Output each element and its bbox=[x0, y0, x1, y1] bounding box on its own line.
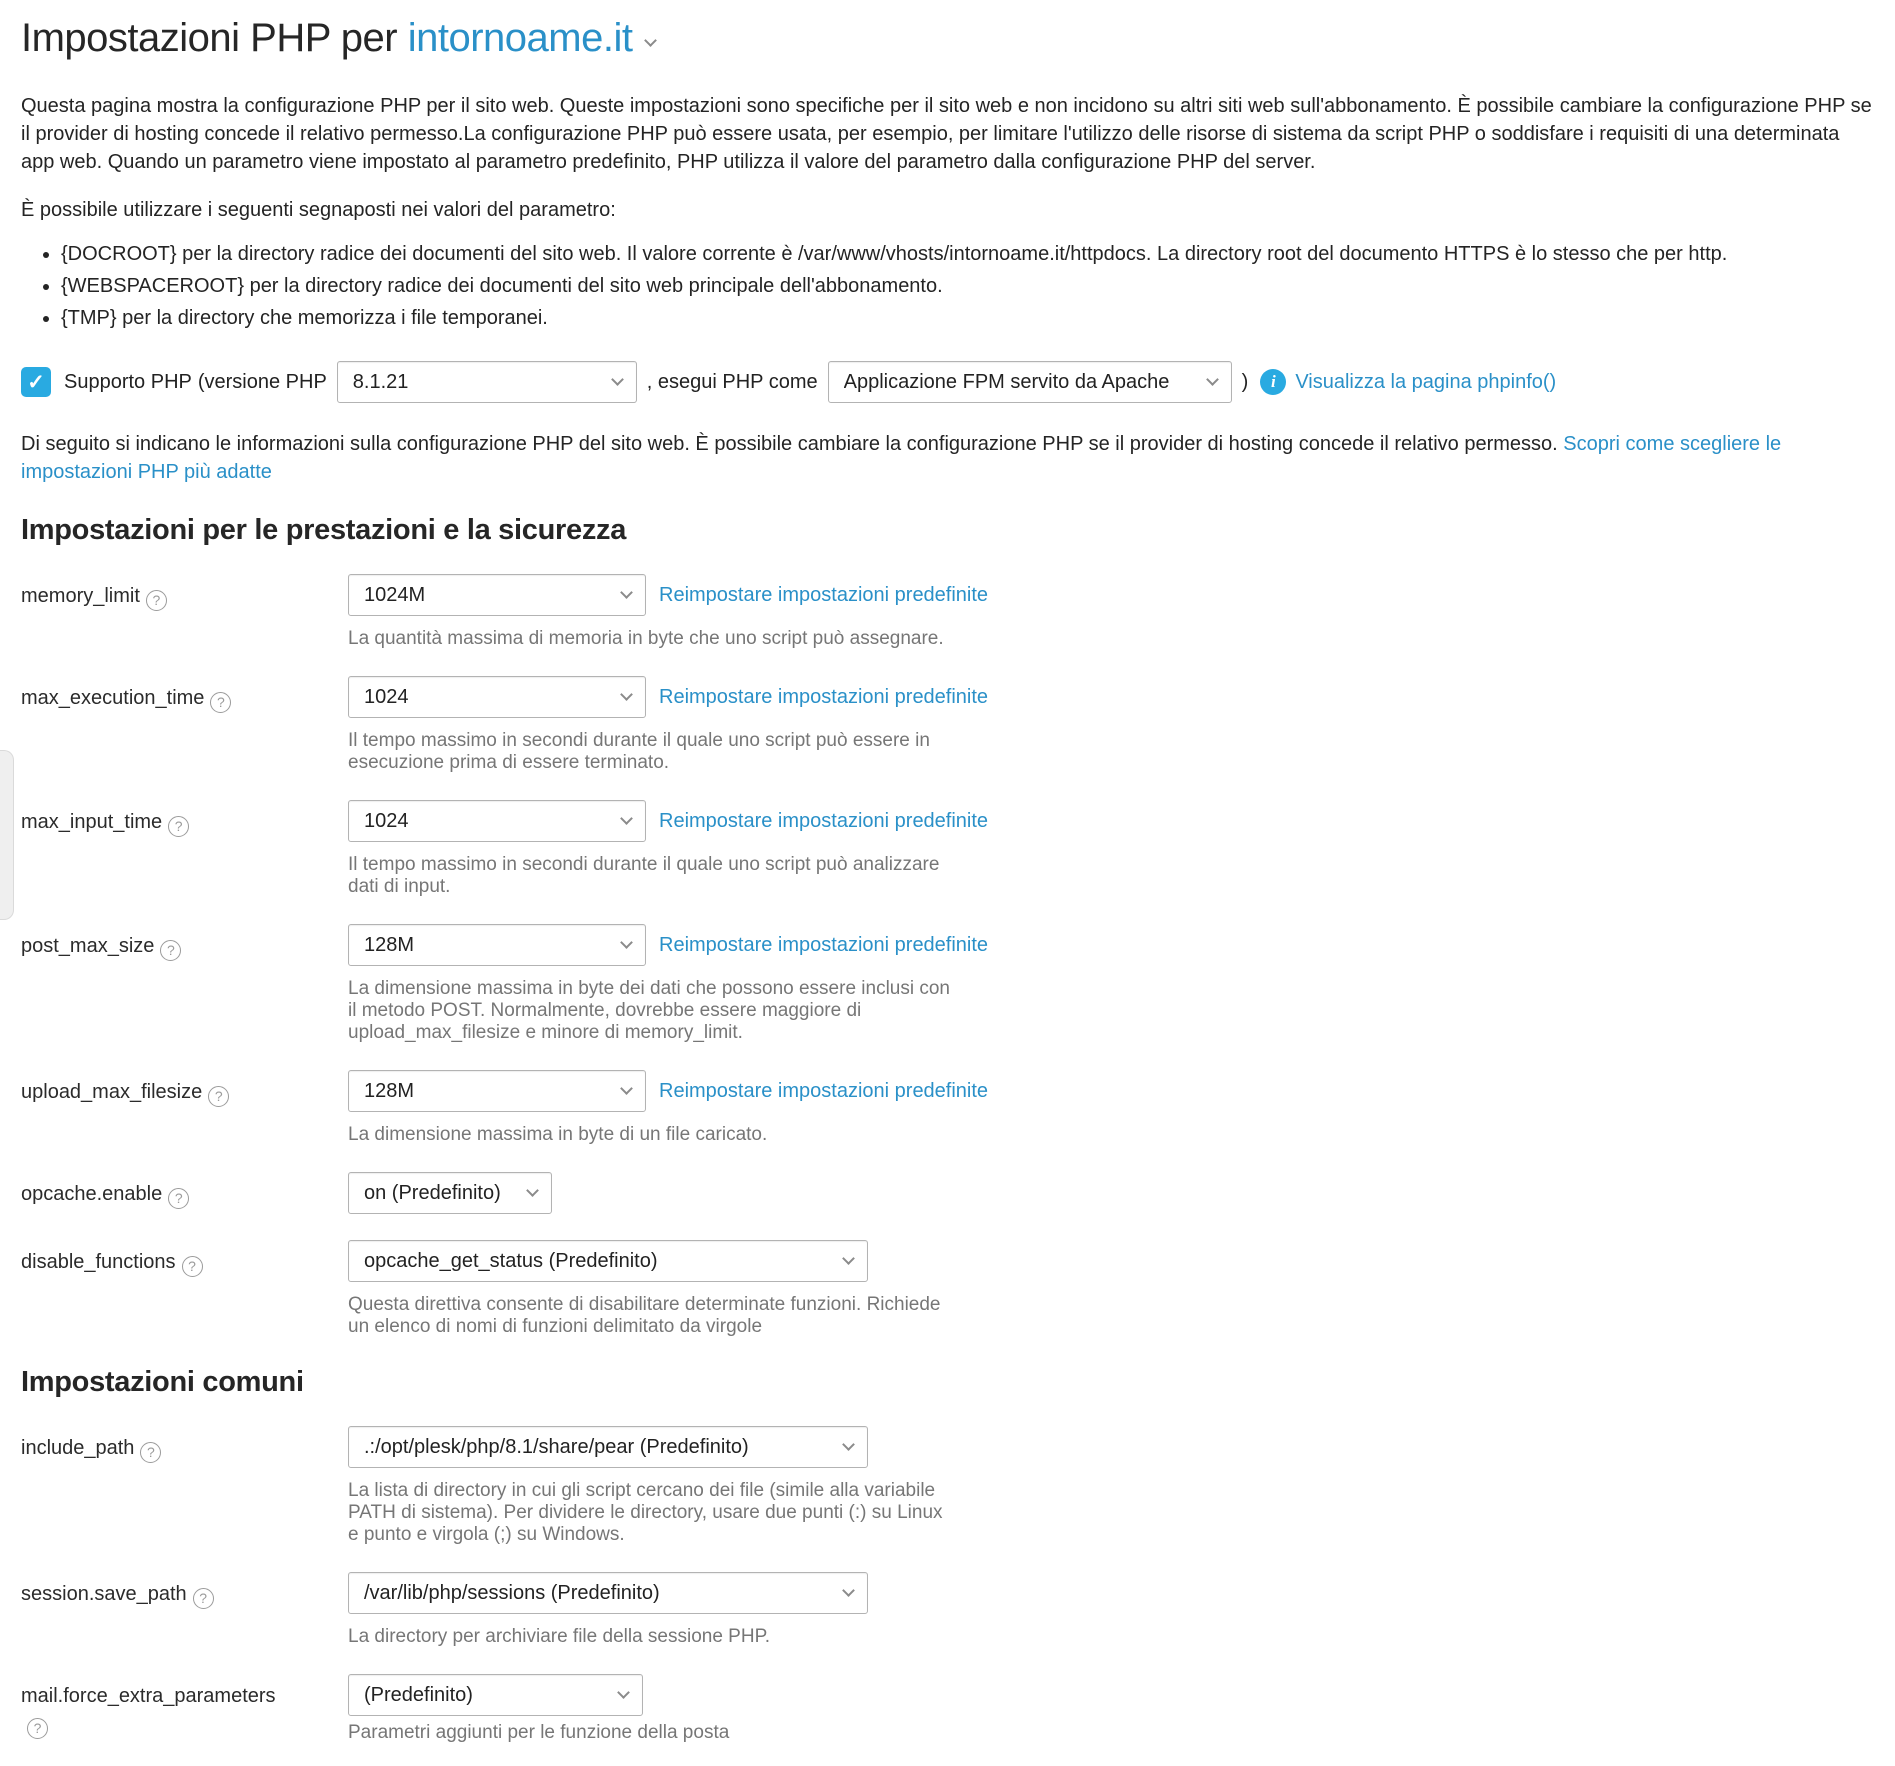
field-name: max_execution_time bbox=[21, 687, 205, 709]
field-main bbox=[348, 1572, 868, 1648]
info-note-text: Di seguito si indicano le informazioni sulla configurazione PHP del sito web. È possibile cambiare la configurazione PHP se il provider di hosting concede il relativo permesso. bbox=[21, 433, 1558, 455]
help-glyph: ? bbox=[33, 1720, 42, 1736]
placeholders-list bbox=[45, 240, 1875, 332]
reset-defaults-link[interactable]: Reimpostare impostazioni predefinite bbox=[659, 1079, 989, 1102]
page-title bbox=[21, 14, 1875, 62]
field-label bbox=[21, 1172, 348, 1214]
field-name: opcache.enable bbox=[21, 1183, 163, 1205]
field-label bbox=[21, 1572, 348, 1648]
help-icon[interactable] bbox=[160, 940, 181, 961]
reset-defaults-link[interactable]: Reimpostare impostazioni predefinite bbox=[659, 685, 989, 708]
mail-force-extra-parameters-select[interactable] bbox=[348, 1674, 643, 1716]
select-value: 1024 bbox=[364, 685, 409, 708]
field-row-upload-max-filesize bbox=[21, 1070, 1875, 1146]
help-icon[interactable] bbox=[210, 692, 231, 713]
help-icon[interactable] bbox=[27, 1718, 48, 1739]
select-value: on (Predefinito) bbox=[364, 1181, 501, 1204]
php-version-label: (versione PHP bbox=[197, 370, 327, 393]
field-row-include-path bbox=[21, 1426, 1875, 1546]
chevron-down-icon bbox=[620, 812, 633, 825]
field-main bbox=[348, 1070, 988, 1146]
select-value: 128M bbox=[364, 1079, 415, 1102]
field-row-memory-limit bbox=[21, 574, 1875, 650]
select-value: opcache_get_status (Predefinito) bbox=[364, 1249, 658, 1272]
session-save-path-select[interactable] bbox=[348, 1572, 868, 1614]
field-description: Parametri aggiunti per le funzione della posta bbox=[348, 1722, 730, 1743]
phpinfo-link[interactable]: Visualizza la pagina phpinfo() bbox=[1295, 370, 1557, 393]
field-main bbox=[348, 1674, 729, 1744]
field-description: La directory per archiviare file della sessione PHP. bbox=[348, 1626, 771, 1647]
page-title-text: Impostazioni PHP per bbox=[21, 16, 408, 60]
help-glyph: ? bbox=[188, 1258, 196, 1274]
field-name: post_max_size bbox=[21, 935, 155, 957]
list-item: • {DOCROOT} per la directory radice dei documenti del sito web. Il valore corrente è /var/www/vhosts/intornoame.it/httpdocs. La directory root del documento HTTPS è lo stesso che per http. bbox=[61, 240, 1875, 268]
field-row-mail-force-extra-parameters bbox=[21, 1674, 1875, 1744]
field-name: max_input_time bbox=[21, 811, 163, 833]
php-support-label: Supporto PHP bbox=[64, 370, 192, 393]
close-paren: ) bbox=[1241, 370, 1249, 393]
field-description: La quantità massima di memoria in byte che uno script può assegnare. bbox=[348, 628, 944, 649]
upload-max-filesize-select[interactable] bbox=[348, 1070, 646, 1112]
placeholders-intro: È possibile utilizzare i seguenti segnaposti nei valori del parametro: bbox=[21, 199, 616, 221]
info-icon bbox=[1260, 369, 1286, 395]
field-main bbox=[348, 1240, 950, 1338]
choose-settings-link[interactable]: Scopri come scegliere le impostazioni PHP più adatte bbox=[21, 433, 1782, 483]
chevron-down-icon bbox=[842, 1438, 855, 1451]
select-value: 8.1.21 bbox=[352, 370, 409, 393]
chevron-down-icon bbox=[1206, 373, 1219, 386]
field-name: session.save_path bbox=[21, 1583, 187, 1605]
field-row-disable-functions bbox=[21, 1240, 1875, 1338]
php-support-checkbox[interactable] bbox=[21, 367, 51, 397]
opcache-enable-select[interactable] bbox=[348, 1172, 552, 1214]
intro-paragraph: Questa pagina mostra la configurazione PHP per il sito web. Queste impostazioni sono specifiche per il sito web e non incidono su altri siti web sull'abbonamento. È possibile cambiare la configurazione PHP se il provider di hosting concede il relativo permesso.La configurazione PHP può essere usata, per esempio, per limitare l'utilizzo delle risorse di sistema da script PHP o soddisfare i requisiti di una determinata app web. Quando un parametro viene impostato al parametro predefinito, PHP utilizza il valore del parametro dalla configurazione PHP del server. bbox=[21, 95, 1872, 173]
field-label bbox=[21, 1240, 348, 1338]
check-icon: ✓ bbox=[27, 370, 45, 394]
help-glyph: ? bbox=[217, 694, 225, 710]
field-row-max-input-time bbox=[21, 800, 1875, 898]
select-value: 1024 bbox=[364, 809, 409, 832]
field-description: La dimensione massima in byte dei dati che possono essere inclusi con il metodo POST. Normalmente, dovrebbe essere maggiore di upload_max_filesize e minore di memory_limit. bbox=[348, 978, 950, 1043]
field-name: mail.force_extra_parameters bbox=[21, 1685, 276, 1707]
reset-defaults-link[interactable]: Reimpostare impostazioni predefinite bbox=[659, 933, 989, 956]
php-handler-label: , esegui PHP come bbox=[646, 370, 818, 393]
php-handler-select[interactable] bbox=[828, 361, 1232, 403]
help-icon[interactable] bbox=[146, 590, 167, 611]
chevron-down-icon bbox=[526, 1184, 539, 1197]
help-glyph: ? bbox=[152, 592, 161, 608]
field-label bbox=[21, 1674, 348, 1744]
field-description: Questa direttiva consente di disabilitare determinate funzioni. Richiede un elenco di nomi di funzioni delimitato da virgole bbox=[348, 1294, 941, 1337]
field-row-post-max-size bbox=[21, 924, 1875, 1044]
chevron-down-icon bbox=[842, 1252, 855, 1265]
field-description: Il tempo massimo in secondi durante il quale uno script può essere in esecuzione prima di essere terminato. bbox=[348, 730, 930, 773]
php-version-select[interactable] bbox=[337, 361, 637, 403]
field-main bbox=[348, 676, 988, 774]
field-row-opcache-enable bbox=[21, 1172, 1875, 1214]
help-icon[interactable] bbox=[168, 1188, 189, 1209]
help-glyph: ? bbox=[199, 1590, 208, 1606]
help-glyph: ? bbox=[214, 1088, 223, 1104]
help-glyph: ? bbox=[174, 818, 183, 834]
list-item: • {TMP} per la directory che memorizza i file temporanei. bbox=[61, 304, 1875, 332]
field-name: disable_functions bbox=[21, 1251, 176, 1273]
chevron-down-icon bbox=[842, 1584, 855, 1597]
field-description: Il tempo massimo in secondi durante il quale uno script può analizzare dati di input. bbox=[348, 854, 940, 897]
side-panel-handle[interactable] bbox=[0, 750, 14, 920]
chevron-down-icon bbox=[620, 586, 633, 599]
chevron-down-icon bbox=[620, 936, 633, 949]
select-value: /var/lib/php/sessions (Predefinito) bbox=[364, 1581, 660, 1604]
chevron-down-icon[interactable] bbox=[645, 34, 658, 47]
field-description: La lista di directory in cui gli script cercano dei file (simile alla variabile PATH di sistema). Per dividere le directory, usare due punti (:) su Linux e punto e virgola (;) su Windows. bbox=[348, 1480, 943, 1545]
max-execution-time-select[interactable] bbox=[348, 676, 646, 718]
field-name: include_path bbox=[21, 1437, 135, 1459]
chevron-down-icon bbox=[611, 373, 624, 386]
select-value: 1024M bbox=[364, 583, 426, 606]
field-description: La dimensione massima in byte di un file caricato. bbox=[348, 1124, 768, 1145]
help-glyph: ? bbox=[167, 942, 175, 958]
select-value: .:/opt/plesk/php/8.1/share/pear (Predefinito) bbox=[364, 1435, 749, 1458]
php-support-row bbox=[21, 360, 1875, 404]
help-glyph: ? bbox=[147, 1444, 155, 1460]
reset-defaults-link[interactable]: Reimpostare impostazioni predefinite bbox=[659, 809, 989, 832]
field-label bbox=[21, 574, 348, 650]
help-icon[interactable] bbox=[168, 816, 189, 837]
disable-functions-select[interactable] bbox=[348, 1240, 868, 1282]
list-item: • {WEBSPACEROOT} per la directory radice dei documenti del sito web principale dell'abbonamento. bbox=[61, 272, 1875, 300]
field-row-max-execution-time bbox=[21, 676, 1875, 774]
field-label bbox=[21, 1070, 348, 1146]
field-main bbox=[348, 924, 988, 1044]
field-name: upload_max_filesize bbox=[21, 1081, 203, 1103]
field-main bbox=[348, 800, 988, 898]
help-icon[interactable] bbox=[193, 1588, 214, 1609]
info-icon-glyph: i bbox=[1270, 372, 1276, 391]
reset-defaults-link[interactable]: Reimpostare impostazioni predefinite bbox=[659, 583, 989, 606]
select-value: Applicazione FPM servito da Apache bbox=[843, 370, 1170, 393]
help-icon[interactable] bbox=[140, 1442, 161, 1463]
field-main bbox=[348, 1172, 552, 1214]
section-heading-common: Impostazioni comuni bbox=[21, 1366, 304, 1398]
memory-limit-select[interactable] bbox=[348, 574, 646, 616]
field-main bbox=[348, 1426, 950, 1546]
field-label bbox=[21, 800, 348, 898]
chevron-down-icon bbox=[620, 688, 633, 701]
info-note bbox=[21, 430, 1875, 486]
select-value: (Predefinito) bbox=[364, 1683, 473, 1706]
field-label bbox=[21, 1426, 348, 1546]
domain-link[interactable]: intornoame.it bbox=[407, 16, 633, 60]
field-row-session-save-path bbox=[21, 1572, 1875, 1648]
help-glyph: ? bbox=[174, 1190, 183, 1206]
include-path-select[interactable] bbox=[348, 1426, 868, 1468]
post-max-size-select[interactable] bbox=[348, 924, 646, 966]
section-heading-performance: Impostazioni per le prestazioni e la sicurezza bbox=[21, 514, 627, 546]
select-value: 128M bbox=[364, 933, 415, 956]
chevron-down-icon bbox=[620, 1082, 633, 1095]
max-input-time-select[interactable] bbox=[348, 800, 646, 842]
field-main bbox=[348, 574, 988, 650]
help-icon[interactable] bbox=[208, 1086, 229, 1107]
chevron-down-icon bbox=[617, 1686, 630, 1699]
help-icon[interactable] bbox=[182, 1256, 203, 1277]
field-label bbox=[21, 676, 348, 774]
field-name: memory_limit bbox=[21, 585, 140, 607]
field-label bbox=[21, 924, 348, 1044]
